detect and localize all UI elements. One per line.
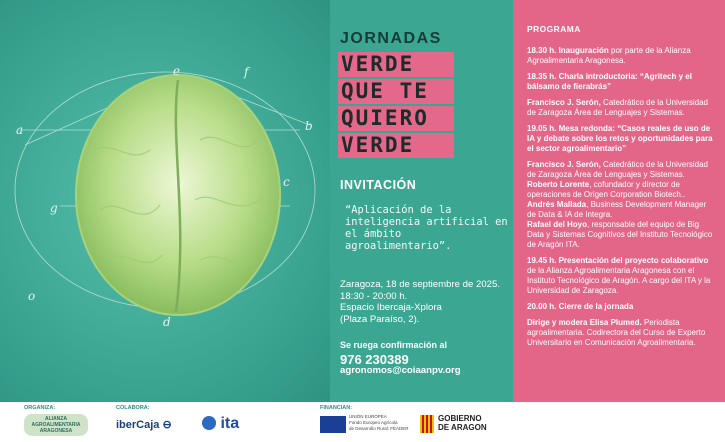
programme-item — [527, 200, 715, 220]
event-time: 18:30 - 20:00 h. — [340, 290, 408, 302]
cabbage-brain-illustration — [0, 0, 330, 402]
item-text: de la Alianza Agroalimentaria Aragonesa con el Instituto Tecnológico de Aragón. A cargo del ITA y la Universidad de Zaragoza. — [527, 266, 711, 295]
organiza-label: ORGANIZA: — [24, 405, 56, 411]
event-details — [340, 279, 510, 325]
alianza-line: AGROALIMENTARIA — [31, 422, 81, 428]
event-title — [338, 52, 454, 160]
diagram-letter: g — [50, 201, 58, 215]
financian-label: FINANCIAN: — [320, 405, 353, 411]
title-line: QUIERO — [338, 106, 454, 131]
item-bold: Francisco J. Serón, — [527, 98, 601, 107]
item-text: , responsable del equipo de Big Data y Sistemas Cognitivos del Instituto Tecnológico de Aragón ITA. — [527, 220, 713, 249]
ibercaja-text: iberCaja — [116, 419, 160, 431]
brain-cabbage-panel — [0, 0, 330, 402]
colabora-label: COLABORA: — [116, 405, 150, 411]
item-bold: Dirige y modera Elisa Plumed. — [527, 318, 642, 327]
gobierno-line: DE ARAGON — [438, 423, 487, 432]
item-bold: Roberto Lorente — [527, 180, 590, 189]
invitation-heading: INVITACIÓN — [340, 178, 417, 192]
diagram-letter: d — [163, 315, 171, 329]
diagram-letter: b — [305, 119, 313, 133]
diagram-letter: o — [28, 289, 36, 303]
sponsor-footer — [0, 402, 725, 442]
diagram-letter: e — [173, 64, 181, 78]
item-text: Catedrático de la Universidad de Zaragoza Área de Lenguajes y Sistemas. — [527, 98, 708, 117]
programme-heading: PROGRAMA — [527, 24, 581, 34]
item-bold: 18.35 h. Charla introductoria: “Agritech y el bálsamo de fierabrás” — [527, 72, 692, 91]
title-line: QUE TE — [338, 79, 454, 104]
event-address: (Plaza Paraíso, 2). — [340, 313, 420, 325]
aragon-shield-icon — [420, 415, 434, 433]
alianza-line: ALIANZA — [45, 416, 67, 422]
title-line: VERDE — [338, 133, 454, 158]
programme-item — [527, 98, 715, 118]
eu-line: Fondo Europeo Agrícola — [349, 420, 398, 425]
rsvp-phone[interactable]: 976 230389 — [340, 352, 409, 367]
eu-line: UNIÓN EUROPEA — [349, 414, 387, 419]
event-date: Zaragoza, 18 de septiembre de 2025. — [340, 279, 501, 290]
item-bold: 18.30 h. Inauguración — [527, 46, 609, 55]
programme-item — [527, 220, 715, 250]
item-text: Catedrático de la Universidad de Zaragoza Área de Lenguajes y Sistemas. — [527, 160, 708, 179]
item-text: por parte de la Alianza Agroalimentaria Aragonesa. — [527, 46, 691, 65]
alianza-logo — [24, 414, 88, 436]
programme-item — [527, 256, 715, 296]
item-text: , cofundador y director de operaciones de Origen Corporation Biotech.. — [527, 180, 686, 199]
programme-item — [527, 46, 715, 66]
programme-panel — [513, 0, 725, 402]
diagram-letter: c — [283, 175, 290, 189]
item-bold: 19.05 h. Mesa redonda: “Casos reales de uso de IA y debate sobre los retos y oportunidades para el sector agroalimentario” — [527, 124, 713, 153]
programme-item — [527, 302, 715, 312]
item-bold: 19.45 h. Presentación del proyecto colaborativo — [527, 256, 709, 265]
ita-globe-icon — [202, 416, 216, 430]
diagram-letter: a — [16, 123, 24, 137]
ita-logo — [202, 415, 239, 433]
title-line: VERDE — [338, 52, 454, 77]
eu-line: de Desarrollo Rural: FEADER — [349, 426, 409, 431]
event-subject: “Aplicación de la inteligencia artificial en el ámbito agroalimentario”. — [345, 204, 508, 252]
programme-item — [527, 160, 715, 180]
programme-item — [527, 318, 715, 348]
item-bold: Rafael del Hoyo — [527, 220, 588, 229]
programme-item — [527, 180, 715, 200]
item-text: Periodista agroalimentaria. Codirectora del Curso de Experto Universitario en Comunicación Agroalimentaria. — [527, 318, 706, 347]
event-venue: Espacio Ibercaja-Xplora — [340, 302, 442, 313]
alianza-line: ARAGONESA — [39, 428, 73, 434]
eu-flag-icon — [320, 416, 346, 433]
item-bold: Andrés Mallada — [527, 200, 587, 209]
diagram-letter: f — [244, 65, 249, 79]
event-series-label: JORNADAS — [340, 30, 442, 47]
rsvp-prompt: Se ruega confirmación al — [340, 340, 448, 350]
ibercaja-icon: ⊖ — [162, 419, 172, 431]
gobierno-line: GOBIERNO — [438, 414, 482, 423]
programme-item — [527, 72, 715, 92]
item-bold: 20.00 h. Cierre de la jornada — [527, 302, 634, 311]
item-bold: Francisco J. Serón, — [527, 160, 601, 169]
ibercaja-logo — [116, 418, 172, 431]
rsvp-email[interactable]: agronomos@coiaanpv.org — [340, 365, 461, 376]
programme-item — [527, 124, 715, 154]
ita-text: ita — [220, 415, 240, 432]
item-text: , Business Development Manager de Data & IA de Integra. — [527, 200, 707, 219]
